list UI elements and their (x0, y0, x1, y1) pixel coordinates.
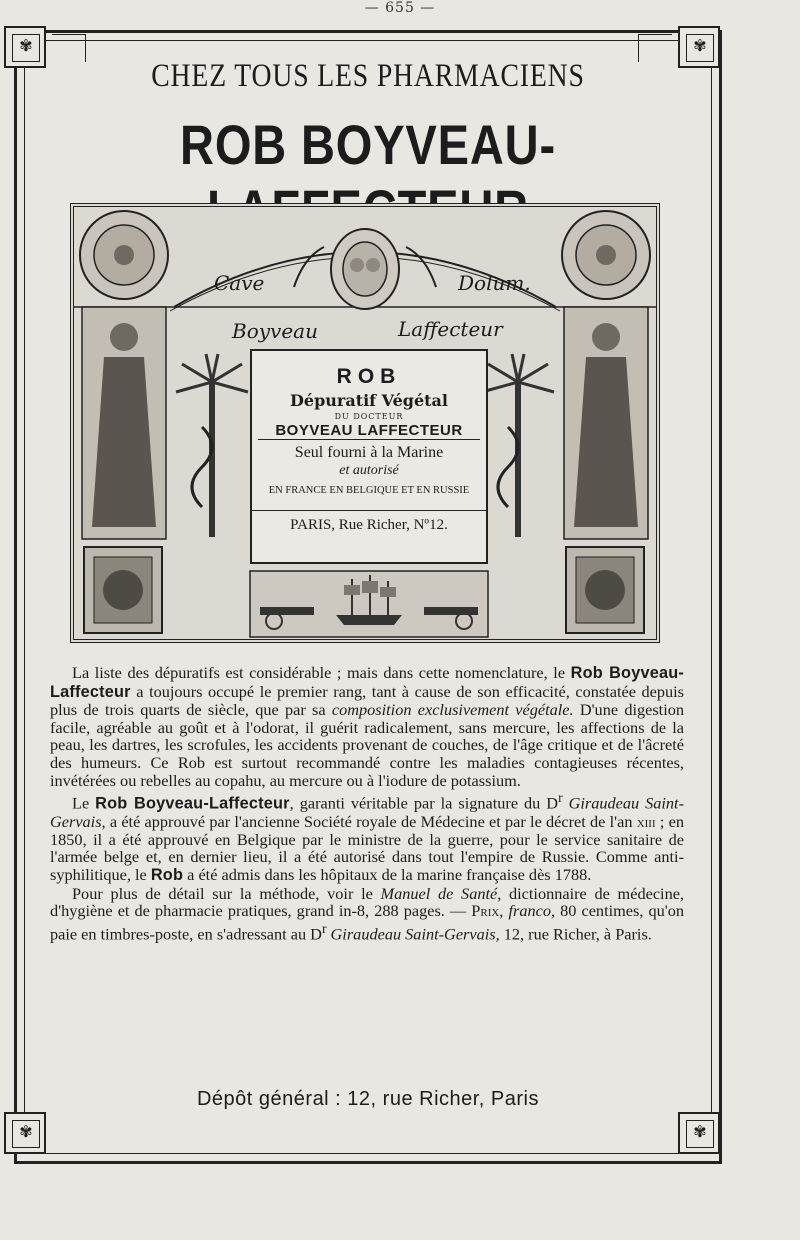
corner-rosette-icon: ✾ (678, 26, 720, 68)
paragraph-1: La liste des dépuratifs est considérable ; mais dans cette nomenclature, le Rob Boyveau-Laffecteur a toujours occupé le premier rang, tant à cause de son efficacité, constatée depuis plus de trois quarts de siècle, que par sa composition exclusivement végétale. D'une digestion facile, agréable au goût et à l'odorat, il guérit radicalement, sans mercure, les affections de la peau, les dartres, les scrofules, les accidents provenant de couches, de l'âge critique et de l'âcreté des humeurs. Ce Rob est surtout recommandé contre les maladies contagieuses récentes, invétérées ou rebelles au copahu, au mercure ou à l'iodure de potassium. (50, 663, 685, 790)
label-rob: ROB (336, 365, 402, 388)
page-number: — 655 — (364, 0, 436, 16)
female-figure-left (82, 307, 166, 539)
engraving-illustration (70, 203, 660, 643)
corner-rosette-icon: ✾ (4, 26, 46, 68)
female-figure-right (564, 307, 648, 539)
signature-left: Boyveau (232, 319, 318, 343)
header-tagline: CHEZ TOUS LES PHARMACIENS (151, 58, 585, 94)
header-title: ROB BOYVEAU- (180, 113, 556, 176)
footer-depot: Dépôt général : 12, rue Richer, Paris (196, 1088, 539, 1110)
lion-mask-icon (566, 547, 644, 633)
arch-text-left: Cave (214, 271, 265, 295)
lion-mask-icon (84, 547, 162, 633)
corner-rosette-icon: ✾ (4, 1112, 46, 1154)
coat-of-arms-icon (294, 229, 436, 309)
label-du-docteur: DU DOCTEUR (334, 412, 404, 421)
paragraph-2: Le Rob Boyveau-Laffecteur, garanti véritable par la signature du $D^r$ Giraudeau Saint-Gervais, a été approuvé par l'ancienne Société royale de Médecine et par le décret de l'an xiii ; en 1850, il a été approuvé en Belgique par le ministre de la guerre, pour le service sanitaire de l'armée belge et, en dernier lieu, il a été autorisé dans tout l'empire de Russie. Comme anti-syphilitique, le Rob a été admis dans les hôpitaux de la marine française dès 1788. (50, 790, 685, 884)
label-seul: Seul fourni à la Marine (294, 444, 444, 461)
label-countries: EN FRANCE EN BELGIQUE ET EN RUSSIE (268, 485, 470, 496)
paragraph-3: Pour plus de détail sur la méthode, voir le Manuel de Santé, dictionnaire de médecine, d'hygiène et de pharmacie pratiques, grand in-8, 288 pages. — Prix, franco, 80 centimes, qu'on paie en timbres-poste, en s'adressant au $D^r$ Giraudeau Saint-Gervais, 12, rue Richer, à Paris. (50, 883, 685, 944)
frame-ornament (52, 34, 86, 62)
body-text (50, 664, 684, 943)
signature-right: Laffecteur (398, 317, 503, 341)
palm-tree-icon (482, 354, 554, 537)
label-depuratif: Dépuratif Végétal (290, 391, 448, 410)
corner-rosette-icon: ✾ (678, 1112, 720, 1154)
rosette-icon (562, 211, 650, 299)
arch-text-right: Dolum. (458, 271, 531, 295)
label-name: BOYVEAU LAFFECTEUR (258, 422, 480, 440)
label-autorise: et autorisé (339, 463, 399, 478)
palm-tree-icon (176, 354, 248, 537)
label-address: PARIS, Rue Richer, Nº12. (252, 510, 486, 534)
rosette-icon (80, 211, 168, 299)
product-label (250, 349, 488, 564)
